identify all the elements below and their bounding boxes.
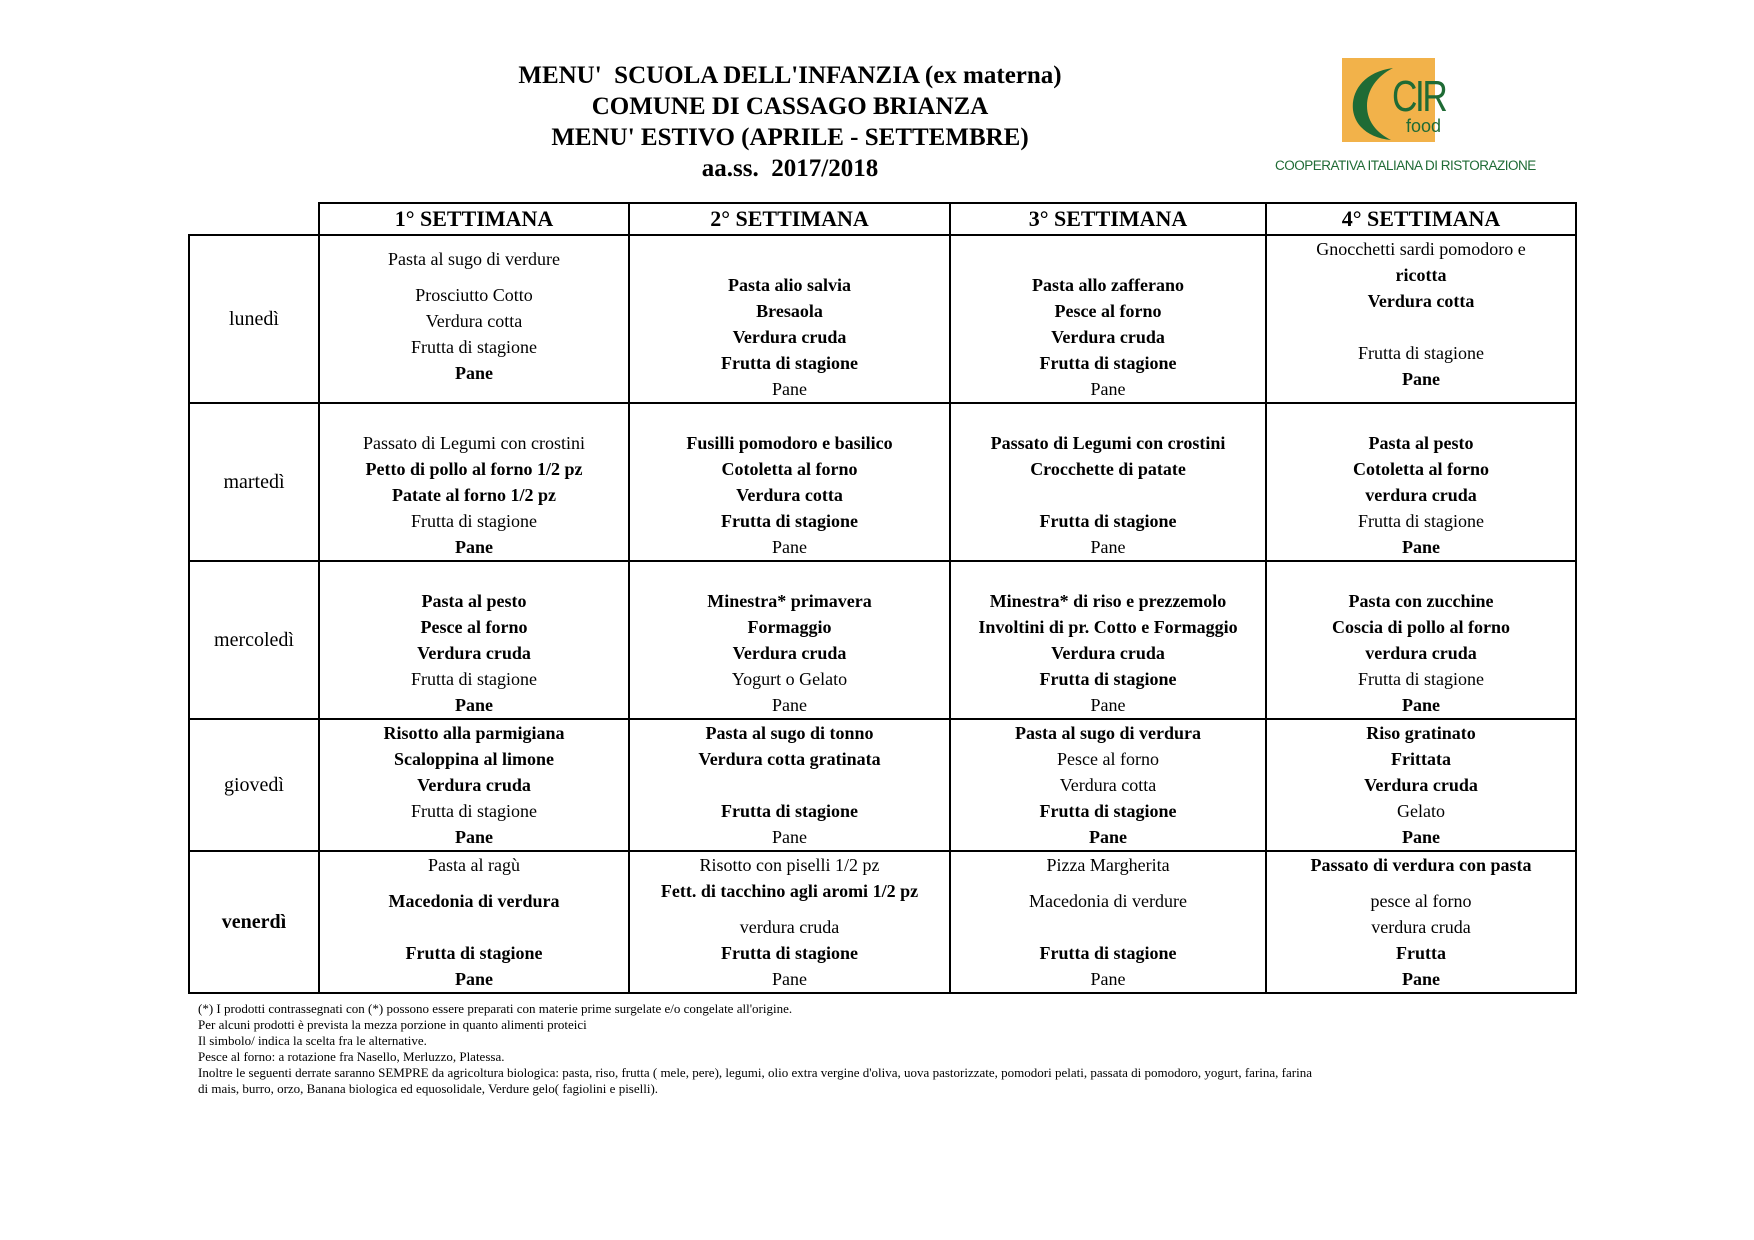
meal-item: Pasta al sugo di verdura [1014, 723, 1201, 743]
meal-item: Frutta di stagione [721, 511, 858, 531]
meal-item: ricotta [1395, 265, 1447, 285]
meal-item: Frittata [1391, 749, 1451, 769]
meal-cell [319, 719, 629, 851]
meal-cell [950, 235, 1266, 403]
meal-item: Bresaola [756, 301, 823, 321]
meal-item: Frutta di stagione [1039, 943, 1177, 963]
meal-cell [950, 561, 1266, 719]
meal-item: Pane [1090, 695, 1126, 715]
meal-cell [319, 403, 629, 561]
meal-item: Verdura cotta [1059, 775, 1157, 795]
meal-item: Pane [455, 537, 493, 557]
meal-item: Frutta di stagione [411, 669, 537, 689]
logo-sub: food [1406, 116, 1442, 136]
meal-item: Pasta con zucchine [1348, 591, 1494, 611]
meal-item: Cotoletta al forno [721, 459, 858, 479]
meal-item: Pane [772, 695, 807, 715]
title-line-4: aa.ss. 2017/2018 [701, 155, 879, 182]
meal-item: Macedonia di verdure [1029, 891, 1187, 911]
meal-item: Verdura cruda [417, 643, 531, 663]
meal-item: Gnocchetti sardi pomodoro e [1316, 239, 1526, 259]
meal-item: Pane [1089, 827, 1127, 847]
meal-cell [629, 235, 950, 403]
meal-item: Pane [1402, 827, 1440, 847]
meal-cell [1266, 719, 1576, 851]
meal-item: verdura cruda [1365, 643, 1477, 663]
footnote: di mais, burro, orzo, Banana biologica ed equosolidale, Verdure gelo( fagiolini e piselli). [198, 1081, 659, 1096]
meal-item: Pasta allo zafferano [1032, 275, 1184, 295]
meal-item: Verdura cotta [425, 311, 523, 331]
meal-item: Pane [772, 379, 807, 399]
meal-item: Pane [772, 969, 807, 989]
meal-item: Fett. di tacchino agli aromi 1/2 pz [660, 881, 919, 901]
menu-header [430, 60, 1150, 184]
meal-item: Verdura cruda [1051, 327, 1165, 347]
corner-cell [189, 203, 319, 235]
meal-item: Frutta di stagione [411, 337, 537, 357]
meal-item: Verdura cotta gratinata [698, 749, 881, 769]
meal-item: Frutta di stagione [721, 801, 858, 821]
meal-item: Verdura cruda [1364, 775, 1478, 795]
meal-item: Frutta di stagione [1358, 669, 1484, 689]
meal-item: Pesce al forno [420, 617, 528, 637]
footnote: Inoltre le seguenti derrate saranno SEMPRE da agricoltura biologica: pasta, riso, frutta ( mele, pere), legumi, olio extra vergine d'oliva, uova pastorizzate, pomodori pelati, passata di pomodoro, yogurt, farina, farina [198, 1065, 1312, 1080]
meal-item: Pane [455, 969, 493, 989]
meal-item: Riso gratinato [1366, 723, 1476, 743]
meal-item: Verdura cruda [1051, 643, 1165, 663]
meal-item: Pesce al forno [1054, 301, 1162, 321]
meal-item: Risotto alla parmigiana [383, 723, 565, 743]
footnote: Per alcuni prodotti è prevista la mezza porzione in quanto alimenti proteici [198, 1017, 587, 1032]
day-label: lunedì [189, 235, 319, 403]
day-label: venerdì [189, 851, 319, 993]
title-line-3: MENU' ESTIVO (APRILE - SETTEMBRE) [551, 124, 1029, 151]
menu-table [188, 202, 1577, 994]
meal-item: Formaggio [747, 617, 832, 637]
meal-item: verdura cruda [1371, 917, 1471, 937]
meal-cell [950, 403, 1266, 561]
meal-cell [629, 851, 950, 993]
meal-item: pesce al forno [1370, 891, 1472, 911]
week-header: 2° SETTIMANA [629, 203, 950, 235]
meal-item: Verdura cotta [1367, 291, 1475, 311]
meal-item: Frutta di stagione [411, 801, 537, 821]
meal-item: Pasta al pesto [421, 591, 527, 611]
meal-item: Pane [455, 695, 493, 715]
meal-item: Risotto con piselli 1/2 pz [699, 855, 880, 875]
day-row [189, 561, 1576, 719]
meal-cell [319, 561, 629, 719]
meal-cell [629, 403, 950, 561]
logo-brand: CIR [1392, 72, 1446, 121]
footnote: Il simbolo/ indica la scelta fra le alternative. [198, 1033, 427, 1048]
meal-item: Passato di Legumi con crostini [990, 433, 1226, 453]
meal-item: Frutta di stagione [1039, 353, 1177, 373]
week-header: 4° SETTIMANA [1266, 203, 1576, 235]
meal-item: Verdura cruda [732, 327, 847, 347]
meal-item: Frutta di stagione [721, 353, 858, 373]
meal-item: Frutta di stagione [1039, 801, 1177, 821]
meal-cell [319, 851, 629, 993]
meal-item: Gelato [1397, 801, 1445, 821]
meal-item: Fusilli pomodoro e basilico [686, 433, 893, 453]
meal-cell [629, 561, 950, 719]
logo-tagline: COOPERATIVA ITALIANA DI RISTORAZIONE [1275, 158, 1536, 173]
meal-item: Yogurt o Gelato [731, 669, 848, 689]
meal-item: Minestra* primavera [707, 591, 872, 611]
meal-item: Pane [455, 827, 493, 847]
meal-item: Frutta di stagione [405, 943, 543, 963]
meal-item: Pane [1402, 695, 1440, 715]
day-row [189, 403, 1576, 561]
meal-item: Pane [1402, 369, 1440, 389]
meal-item: Crocchette di patate [1030, 459, 1186, 479]
day-row [189, 719, 1576, 851]
meal-item: Pasta al ragù [428, 855, 520, 875]
day-row [189, 235, 1576, 403]
weeks-header-row [189, 203, 1576, 235]
meal-item: Pane [455, 363, 493, 383]
meal-item: Frutta [1396, 943, 1446, 963]
meal-item: verdura cruda [739, 917, 840, 937]
meal-item: Frutta di stagione [1358, 511, 1484, 531]
meal-item: Pizza Margherita [1046, 855, 1170, 875]
meal-item: Patate al forno 1/2 pz [392, 485, 556, 505]
meal-item: Frutta di stagione [1039, 511, 1177, 531]
meal-item: Prosciutto Cotto [415, 285, 533, 305]
meal-cell [319, 235, 629, 403]
meal-item: Pane [1402, 537, 1440, 557]
meal-item: Frutta di stagione [1358, 343, 1484, 363]
meal-item: Pane [772, 537, 807, 557]
meal-item: Verdura cruda [732, 643, 847, 663]
title-line-1: MENU' SCUOLA DELL'INFANZIA (ex materna) [518, 62, 1062, 89]
day-label: giovedì [189, 719, 319, 851]
day-label: martedì [189, 403, 319, 561]
meal-cell [950, 851, 1266, 993]
meal-item: Frutta di stagione [721, 943, 858, 963]
meal-item: Pasta al sugo di verdure [388, 249, 560, 269]
meal-item: Pane [1402, 969, 1440, 989]
footnotes [198, 1001, 1578, 1097]
day-label: mercoledì [189, 561, 319, 719]
meal-item: Verdura cotta [736, 485, 843, 505]
week-header: 1° SETTIMANA [319, 203, 629, 235]
meal-item: Pane [772, 827, 807, 847]
day-row [189, 851, 1576, 993]
meal-item: Pesce al forno [1057, 749, 1159, 769]
meal-item: Macedonia di verdura [388, 891, 560, 911]
meal-cell [950, 719, 1266, 851]
meal-item: Scaloppina al limone [393, 749, 555, 769]
meal-cell [1266, 235, 1576, 403]
meal-item: Verdura cruda [417, 775, 531, 795]
meal-item: Minestra* di riso e prezzemolo [989, 591, 1227, 611]
footnote: (*) I prodotti contrassegnati con (*) possono essere preparati con materie prime surgelate e/o congelate all'origine. [198, 1001, 793, 1016]
meal-cell [1266, 561, 1576, 719]
meal-item: Passato di verdura con pasta [1310, 855, 1532, 875]
meal-item: Pasta al sugo di tonno [705, 723, 874, 743]
meal-item: Petto di pollo al forno 1/2 pz [365, 459, 583, 479]
meal-item: Frutta di stagione [1039, 669, 1177, 689]
meal-item: Frutta di stagione [411, 511, 537, 531]
meal-item: Pane [1090, 969, 1126, 989]
meal-item: Cotoletta al forno [1353, 459, 1489, 479]
meal-item: Pane [1090, 537, 1126, 557]
meal-cell [629, 719, 950, 851]
meal-item: Coscia di pollo al forno [1331, 617, 1510, 637]
meal-item: Involtini di pr. Cotto e Formaggio [978, 617, 1238, 637]
title-line-2: COMUNE DI CASSAGO BRIANZA [591, 93, 989, 120]
meal-item: Pasta al pesto [1368, 433, 1474, 453]
cir-food-logo [1275, 58, 1536, 178]
footnote: Pesce al forno: a rotazione fra Nasello, Merluzzo, Platessa. [198, 1049, 505, 1064]
week-header: 3° SETTIMANA [950, 203, 1266, 235]
meal-item: Pasta alio salvia [727, 275, 851, 295]
meal-item: Pane [1090, 379, 1126, 399]
meal-item: Passato di Legumi con crostini [363, 433, 585, 453]
meal-cell [1266, 851, 1576, 993]
meal-item: verdura cruda [1365, 485, 1477, 505]
meal-cell [1266, 403, 1576, 561]
